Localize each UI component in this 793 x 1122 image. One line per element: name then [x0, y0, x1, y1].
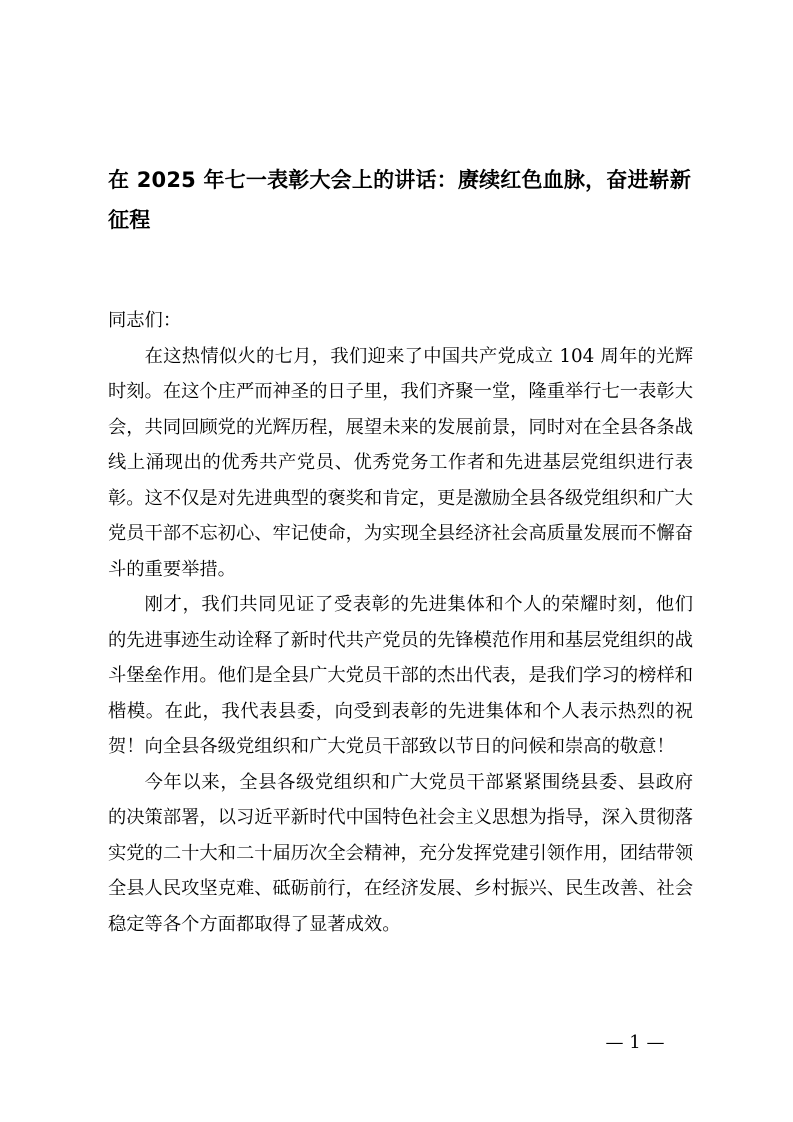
paragraph-2: 刚才，我们共同见证了受表彰的先进集体和个人的荣耀时刻，他们的先进事迹生动诠释了新时代共产党员的先锋模范作用和基层党组织的战斗堡垒作用。他们是全县广大党员干部的杰出代表，是我们学习的榜样和楷模。在此，我代表县委，向受到表彰的先进集体和个人表示热烈的祝贺！向全县各级党组织和广大党员干部致以节日的问候和崇高的敬意！ [108, 594, 693, 757]
paragraph-3: 今年以来，全县各级党组织和广大党员干部紧紧围绕县委、县政府的决策部署，以习近平新时代中国特色社会主义思想为指导，深入贯彻落实党的二十大和二十届历次全会精神，充分发挥党建引领作用，团结带领全县人民攻坚克难、砥砺前行，在经济发展、乡村振兴、民生改善、社会稳定等各个方面都取得了显著成效。 [108, 771, 693, 935]
salutation: 同志们： [108, 310, 182, 331]
paragraph-1: 在这热情似火的七月，我们迎来了中国共产党成立 104 周年的光辉时刻。在这个庄严而神圣的日子里，我们齐聚一堂，隆重举行七一表彰大会，共同回顾党的光辉历程，展望未来的发展前景，同时对在全县各条战线上涌现出的优秀共产党员、优秀党务工作者和先进基层党组织进行表彰。这不仅是对先进典型的褒奖和肯定，更是激励全县各级党组织和广大党员干部不忘初心、牢记使命，为实现全县经济社会高质量发展而不懈奋斗的重要举措。 [108, 345, 693, 580]
document-title: 在 2025 年七一表彰大会上的讲话：赓续红色血脉，奋进崭新征程 [108, 168, 692, 232]
page-number: — 1 — [605, 1032, 665, 1053]
document-body [108, 303, 693, 942]
